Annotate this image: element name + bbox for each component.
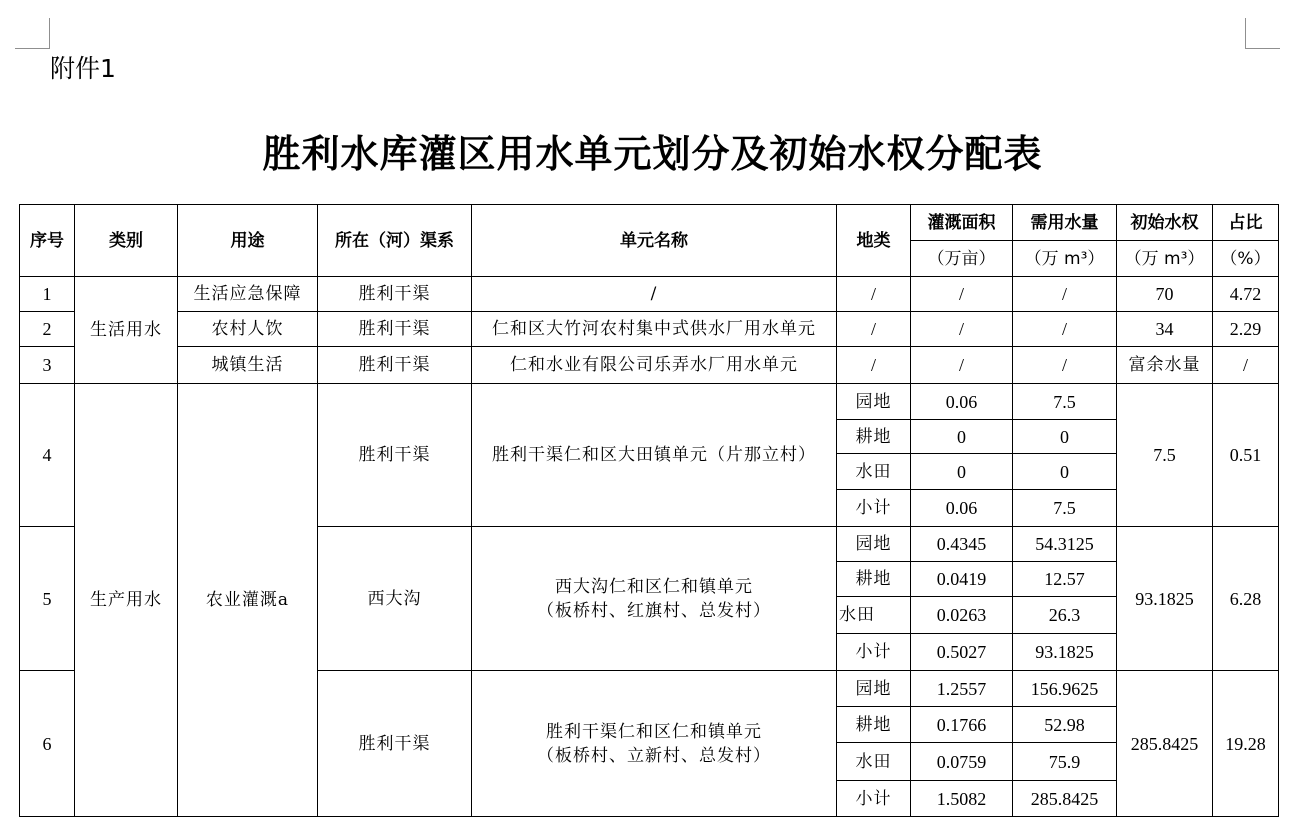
cell-initial-right: 富余水量 — [1117, 347, 1213, 384]
cell-ratio: / — [1213, 347, 1279, 384]
cell-initial-right: 70 — [1117, 277, 1213, 312]
cell-demand: 12.57 — [1013, 562, 1117, 597]
cell-ratio: 19.28 — [1213, 671, 1279, 817]
cell-land-type: 园地 — [837, 384, 911, 420]
cell-area: / — [911, 312, 1013, 347]
cell-unit-name: 胜利干渠仁和区大田镇单元（片那立村） — [472, 384, 837, 527]
col-unit-name: 单元名称 — [472, 205, 837, 277]
cell-demand: 7.5 — [1013, 490, 1117, 527]
cell-land-type: 水田 — [837, 743, 911, 781]
cell-unit-name: 仁和水业有限公司乐弄水厂用水单元 — [472, 347, 837, 384]
cell-channel: 胜利干渠 — [318, 384, 472, 527]
cell-area: 0.4345 — [911, 527, 1013, 562]
col-ratio-unit: （%） — [1213, 241, 1279, 277]
cell-channel: 胜利干渠 — [318, 347, 472, 384]
cell-area: 0.06 — [911, 490, 1013, 527]
col-irrigation-area-unit: （万亩） — [911, 241, 1013, 277]
crop-mark-top-right — [1245, 18, 1280, 49]
cell-land-type: 小计 — [837, 490, 911, 527]
cell-seq: 5 — [20, 527, 75, 671]
water-allocation-table — [19, 204, 1279, 817]
header-row — [20, 205, 1279, 241]
cell-demand: / — [1013, 277, 1117, 312]
cell-demand: / — [1013, 347, 1117, 384]
cell-unit-name — [472, 671, 837, 817]
cell-ratio: 4.72 — [1213, 277, 1279, 312]
cell-land-type: / — [837, 277, 911, 312]
cell-seq: 1 — [20, 277, 75, 312]
cell-channel: 西大沟 — [318, 527, 472, 671]
cell-demand: 26.3 — [1013, 597, 1117, 634]
cell-usage: 城镇生活 — [178, 347, 318, 384]
cell-channel: 胜利干渠 — [318, 312, 472, 347]
cell-unit-name: / — [472, 277, 837, 312]
cell-area: 1.5082 — [911, 781, 1013, 817]
cell-initial-right: 93.1825 — [1117, 527, 1213, 671]
cell-area: 1.2557 — [911, 671, 1013, 707]
cell-channel: 胜利干渠 — [318, 671, 472, 817]
cell-channel: 胜利干渠 — [318, 277, 472, 312]
cell-usage: 农村人饮 — [178, 312, 318, 347]
attachment-label: 附件1 — [50, 54, 116, 83]
cell-area: 0.0263 — [911, 597, 1013, 634]
cell-ratio: 0.51 — [1213, 384, 1279, 527]
cell-area: 0.5027 — [911, 634, 1013, 671]
cell-seq: 3 — [20, 347, 75, 384]
unit-name-line-1: 胜利干渠仁和区仁和镇单元 — [546, 721, 762, 742]
unit-name-line-1: 西大沟仁和区仁和镇单元 — [555, 576, 753, 597]
table-row — [20, 312, 1279, 347]
cell-demand: / — [1013, 312, 1117, 347]
col-water-demand: 需用水量 — [1013, 205, 1117, 241]
cell-demand: 156.9625 — [1013, 671, 1117, 707]
col-water-demand-unit: （万 m³） — [1013, 241, 1117, 277]
table-row — [20, 347, 1279, 384]
cell-demand: 52.98 — [1013, 707, 1117, 743]
cell-land-type: 小计 — [837, 634, 911, 671]
cell-unit-name: 仁和区大竹河农村集中式供水厂用水单元 — [472, 312, 837, 347]
col-initial-right-unit: （万 m³） — [1117, 241, 1213, 277]
col-initial-right: 初始水权 — [1117, 205, 1213, 241]
col-irrigation-area: 灌溉面积 — [911, 205, 1013, 241]
unit-name-line-2: （板桥村、红旗村、总发村） — [537, 600, 771, 621]
cell-initial-right: 7.5 — [1117, 384, 1213, 527]
table-row — [20, 384, 1279, 420]
cell-area: 0.06 — [911, 384, 1013, 420]
cell-initial-right: 34 — [1117, 312, 1213, 347]
cell-land-type: / — [837, 347, 911, 384]
cell-category-life: 生活用水 — [75, 277, 178, 384]
cell-area: / — [911, 277, 1013, 312]
cell-usage-agri: 农业灌溉a — [178, 384, 318, 817]
cell-area: 0 — [911, 420, 1013, 454]
unit-name-line-2: （板桥村、立新村、总发村） — [537, 745, 771, 766]
cell-demand: 0 — [1013, 420, 1117, 454]
cell-area: / — [911, 347, 1013, 384]
cell-land-type: / — [837, 312, 911, 347]
cell-demand: 285.8425 — [1013, 781, 1117, 817]
cell-area: 0.0759 — [911, 743, 1013, 781]
cell-land-type: 水田 — [837, 454, 911, 490]
col-land-type: 地类 — [837, 205, 911, 277]
document-title: 胜利水库灌区用水单元划分及初始水权分配表 — [262, 132, 1043, 176]
col-usage: 用途 — [178, 205, 318, 277]
cell-initial-right: 285.8425 — [1117, 671, 1213, 817]
cell-land-type: 水田 — [837, 597, 911, 634]
cell-demand: 7.5 — [1013, 384, 1117, 420]
cell-demand: 93.1825 — [1013, 634, 1117, 671]
cell-land-type: 园地 — [837, 671, 911, 707]
cell-area: 0.0419 — [911, 562, 1013, 597]
cell-land-type: 耕地 — [837, 562, 911, 597]
cell-land-type: 园地 — [837, 527, 911, 562]
cell-ratio: 6.28 — [1213, 527, 1279, 671]
cell-land-type: 耕地 — [837, 420, 911, 454]
cell-demand: 0 — [1013, 454, 1117, 490]
cell-area: 0.1766 — [911, 707, 1013, 743]
crop-mark-top-left — [15, 18, 50, 49]
cell-unit-name — [472, 527, 837, 671]
col-channel: 所在（河）渠系 — [318, 205, 472, 277]
cell-land-type: 耕地 — [837, 707, 911, 743]
cell-usage: 生活应急保障 — [178, 277, 318, 312]
table-row — [20, 277, 1279, 312]
cell-seq: 4 — [20, 384, 75, 527]
cell-seq: 2 — [20, 312, 75, 347]
cell-seq: 6 — [20, 671, 75, 817]
cell-category-production: 生产用水 — [75, 384, 178, 817]
cell-demand: 75.9 — [1013, 743, 1117, 781]
cell-land-type: 小计 — [837, 781, 911, 817]
cell-area: 0 — [911, 454, 1013, 490]
col-category: 类别 — [75, 205, 178, 277]
cell-demand: 54.3125 — [1013, 527, 1117, 562]
col-seq: 序号 — [20, 205, 75, 277]
col-ratio: 占比 — [1213, 205, 1279, 241]
cell-ratio: 2.29 — [1213, 312, 1279, 347]
